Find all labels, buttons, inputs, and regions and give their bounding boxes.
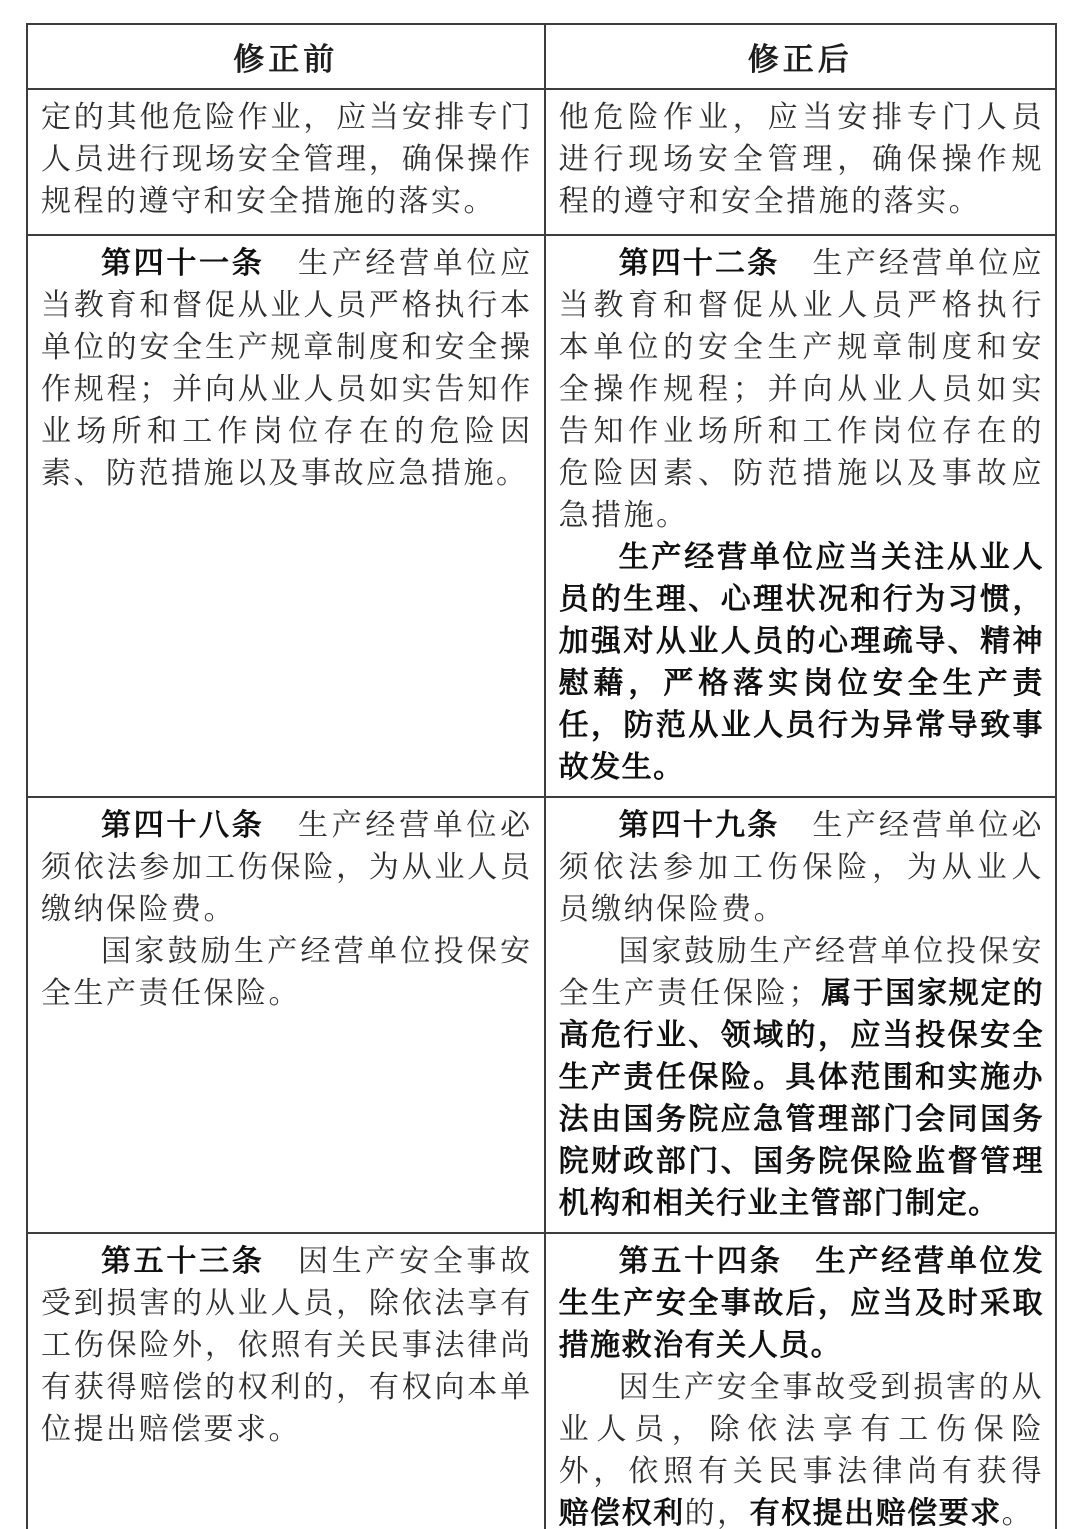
body-text: 的， <box>684 1497 750 1529</box>
paragraph <box>559 1367 1044 1529</box>
cell-before <box>27 797 545 1233</box>
cell-after <box>545 235 1056 797</box>
cell-after <box>545 1233 1056 1529</box>
paragraph <box>41 1241 533 1451</box>
body-text: 定的其他危险作业，应当安排专门人员进行现场安全管理，确保操作规程的遵守和安全措施的落实。 <box>41 101 533 218</box>
amended-text: 第四十一条 <box>101 247 265 280</box>
table-row <box>27 1233 1056 1529</box>
paragraph <box>41 243 533 495</box>
body-text: 生产经营单位必须依法参加工伤保险，为从业人员缴纳保险费。 <box>558 809 1045 926</box>
paragraph <box>559 931 1044 1225</box>
body-text: 他危险作业，应当安排专门人员进行现场安全管理，确保操作规程的遵守和安全措施的落实。 <box>558 101 1044 218</box>
paragraph <box>41 97 533 223</box>
amended-text: 属于国家规定的高危行业、领域的，应当投保安全生产责任保险。具体范围和实施办法由国务院应急管理部门会同国务院财政部门、国务院保险监督管理机构和相关行业主管部门制定。 <box>558 977 1045 1220</box>
body-text: 因生产安全事故受到损害的从业人员，除依法享有工伤保险外，依照有关民事法律尚有获得 <box>558 1371 1044 1488</box>
amended-text: 赔偿权利 <box>558 1497 685 1529</box>
cell-before <box>27 235 545 797</box>
table-row <box>27 235 1056 797</box>
paragraph <box>559 243 1044 537</box>
header-row <box>27 24 1056 89</box>
paragraph <box>559 805 1044 931</box>
amended-text: 有权提出赔偿要求 <box>749 1497 1002 1529</box>
paragraph <box>559 537 1044 789</box>
table-row <box>27 89 1056 235</box>
cell-after <box>545 797 1056 1233</box>
column-header-after: 修正后 <box>545 24 1056 89</box>
amended-text: 第五十四条 <box>618 1245 783 1278</box>
amended-text: 生产经营单位发生生产安全事故后，应当及时采取措施救治有关人员。 <box>558 1245 1045 1362</box>
paragraph <box>559 1241 1044 1367</box>
body-text: 生产经营单位必须依法参加工伤保险，为从业人员缴纳保险费。 <box>41 809 533 926</box>
paragraph <box>41 805 533 931</box>
amended-text: 第四十八条 <box>101 809 265 842</box>
amended-text: 第四十二条 <box>618 247 780 280</box>
amended-text: 第四十九条 <box>618 809 780 842</box>
body-text: 国家鼓励生产经营单位投保安全生产责任保险； <box>558 935 1044 1010</box>
amended-text: 生产经营单位应当关注从业人员的生理、心理状况和行为习惯，加强对从业人员的心理疏导、精神慰藉，严格落实岗位安全生产责任，防范从业人员行为异常导致事故发生。 <box>558 541 1044 784</box>
paragraph <box>559 97 1044 223</box>
amendment-comparison-table <box>26 23 1057 1529</box>
paragraph <box>41 931 533 1015</box>
table-row <box>27 797 1056 1233</box>
cell-after <box>545 89 1056 235</box>
body-text: 。 <box>1001 1497 1035 1529</box>
body-text: 生产经营单位应当教育和督促从业人员严格执行本单位的安全生产规章制度和安全操作规程；并向从业人员如实告知作业场所和工作岗位存在的危险因素、防范措施以及事故应急措施。 <box>41 247 533 490</box>
table-body <box>27 89 1056 1529</box>
column-header-before: 修正前 <box>27 24 545 89</box>
body-text: 因生产安全事故受到损害的从业人员，除依法享有工伤保险外，依照有关民事法律尚有获得赔偿的权利的，有权向本单位提出赔偿要求。 <box>41 1245 533 1446</box>
cell-before <box>27 1233 545 1529</box>
cell-before <box>27 89 545 235</box>
body-text: 生产经营单位应当教育和督促从业人员严格执行本单位的安全生产规章制度和安全操作规程；并向从业人员如实告知作业场所和工作岗位存在的危险因素、防范措施以及事故应急措施。 <box>558 247 1045 532</box>
amended-text: 第五十三条 <box>101 1245 265 1278</box>
body-text: 国家鼓励生产经营单位投保安全生产责任保险。 <box>41 935 533 1010</box>
